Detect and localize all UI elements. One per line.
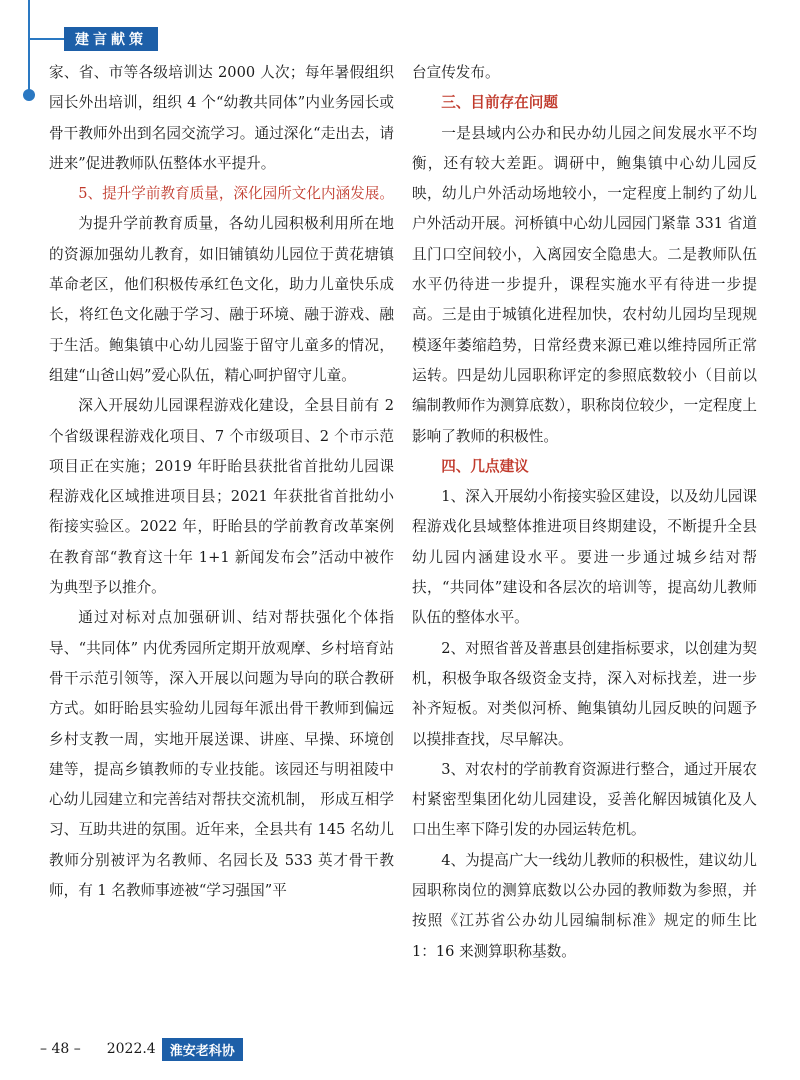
header-bullet-dot xyxy=(23,89,35,101)
body-paragraph: 通过对标对点加强研训、结对帮扶强化个体指导、“共同体” 内优秀园所定期开放观摩、乡村培育站骨干示范引领等，深入开展以问题为导向的联合教研方式。如盱眙县实验幼儿园每年派出骨干教师到偏远乡村支教一周，实地开展送课、讲座、早操、环境创建等，提高乡镇教师的专业技能。该园还与明祖陵中心幼儿园建立和完善结对帮扶交流机制， 形成互相学习、互助共进的氛围。近年来，全县共有 145 名幼儿教师分别被评为名教师、名园长及 533 英才骨干教师，有 1 名教师事迹被“学习强国”平 xyxy=(49,609,394,900)
body-paragraph: 深入开展幼儿园课程游戏化建设，全县目前有 2 个省级课程游戏化项目、7 个市级项目、2 个市示范项目正在实施；2019 年盱眙县获批省首批幼儿园课程游戏化区域推进项目县；2021 年获批省首批幼小衔接实验区。2022 年，盱眙县的学前教育改革案例在教育部“教育这十年 1+1 新闻发布会”活动中被作为典型予以推介。 xyxy=(49,397,394,597)
body-paragraph: 台宣传发布。 xyxy=(412,64,500,81)
left-column xyxy=(49,58,394,906)
body-paragraph: 3、对农村的学前教育资源进行整合，通过开展农村紧密型集团化幼儿园建设，妥善化解因城镇化及人口出生率下降引发的办园运转危机。 xyxy=(412,760,757,839)
issue-label: 2022.4 xyxy=(106,1041,156,1057)
section-tag: 建言献策 xyxy=(64,27,158,51)
body-paragraph: 一是县域内公办和民办幼儿园之间发展水平不均衡，还有较大差距。调研中，鲍集镇中心幼儿园反映，幼儿户外活动场地较小，一定程度上制约了幼儿户外活动开展。河桥镇中心幼儿园园门紧靠 331 省道且门口空间较小，入离园安全隐患大。二是教师队伍水平仍待进一步提升，课程实施水平有待进一步提高。三是由于城镇化进程加快，农村幼儿园均呈现规模逐年萎缩趋势，日常经费来源已难以维持园所正常运转。四是幼儿园职称评定的参照底数较小（目前以编制教师作为测算底数），职称岗位较少，一定程度上影响了教师的积极性。 xyxy=(412,124,757,445)
body-paragraph: 家、省、市等各级培训达 2000 人次；每年暑假组织园长外出培训，组织 4 个“幼教共同体”内业务园长或骨干教师外出到名园交流学习。通过深化“走出去，请进来”促进教师队伍整体水平提升。 xyxy=(49,64,394,172)
body-paragraph: 为提升学前教育质量，各幼儿园积极利用所在地的资源加强幼儿教育，如旧铺镇幼儿园位于黄花塘镇革命老区，他们积极传承红色文化，助力儿童快乐成长，将红色文化融于学习、融于环境、融于游戏、融于生活。鲍集镇中心幼儿园鉴于留守儿童多的情况，组建“山爸山妈”爱心队伍，精心呵护留守儿童。 xyxy=(49,215,394,384)
right-column xyxy=(412,58,757,967)
section-heading: 四、几点建议 xyxy=(441,457,529,475)
page-footer xyxy=(40,1036,243,1062)
section-heading: 三、目前存在问题 xyxy=(441,94,558,112)
page-number: – 48 – xyxy=(40,1041,81,1057)
body-paragraph: 2、对照省普及普惠县创建指标要求，以创建为契机，积极争取各级资金支持，深入对标找差，进一步补齐短板。对类似河桥、鲍集镇幼儿园反映的问题予以摸排查找，尽早解决。 xyxy=(412,639,757,748)
body-paragraph: 1、深入开展幼小衔接实验区建设，以及幼儿园课程游戏化县域整体推进项目终期建设，不断提升全县幼儿园内涵建设水平。要进一步通过城乡结对帮扶，“共同体”建设和各层次的培训等，提高幼儿教师队伍的整体水平。 xyxy=(412,488,757,627)
journal-name: 淮安老科协 xyxy=(162,1038,243,1061)
body-paragraph: 4、为提高广大一线幼儿教师的积极性，建议幼儿园职称岗位的测算底数以公办园的教师数为参照，并按照《江苏省公办幼儿园编制标准》规定的师生比 1：16 来测算职称基数。 xyxy=(412,851,757,960)
header-horizontal-rule xyxy=(28,38,64,40)
subsection-heading: 5、提升学前教育质量，深化园所文化内涵发展。 xyxy=(78,185,394,203)
header-vertical-rule xyxy=(28,0,30,95)
